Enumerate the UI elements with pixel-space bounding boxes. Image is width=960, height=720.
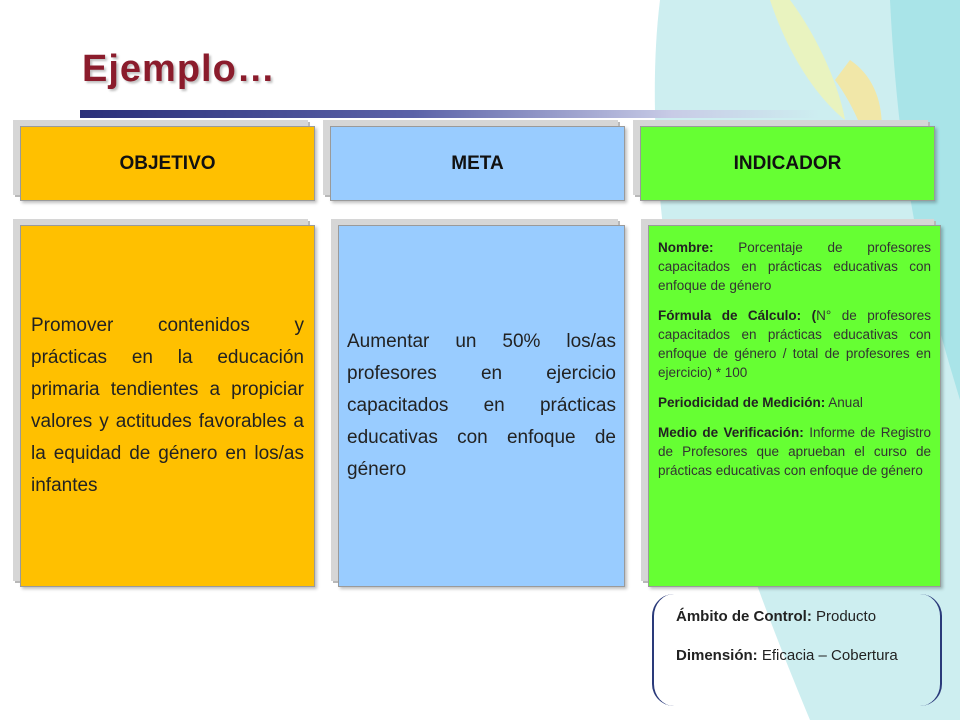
ambito-label: Ámbito de Control: xyxy=(676,608,812,625)
objetivo-box xyxy=(20,225,315,587)
dimension-label: Dimensión: xyxy=(676,647,758,664)
indicador-nombre-label: Nombre: xyxy=(658,240,714,255)
meta-box xyxy=(338,225,625,587)
indicador-header-label: INDICADOR xyxy=(733,152,842,174)
dimension-value: Eficacia – Cobertura xyxy=(761,647,898,664)
indicador-box xyxy=(648,225,941,587)
ambito-line xyxy=(676,608,924,625)
indicador-medio-label: Medio de Verificación: xyxy=(658,425,804,440)
objetivo-header xyxy=(20,126,315,201)
title-underline xyxy=(80,110,820,118)
meta-header-label: META xyxy=(451,152,504,174)
meta-text: Aumentar un 50% los/as profesores en ejercicio capacitados en prácticas educativas con enfoque de género xyxy=(347,331,616,480)
control-scope-box xyxy=(652,594,942,706)
indicador-header xyxy=(640,126,935,201)
indicador-medio xyxy=(658,423,931,480)
page-title: Ejemplo… xyxy=(82,48,276,90)
objetivo-header-label: OBJETIVO xyxy=(119,152,216,174)
indicador-formula xyxy=(658,306,931,382)
indicador-periodicidad xyxy=(658,393,931,412)
indicador-nombre xyxy=(658,238,931,295)
indicador-formula-label: Fórmula de Cálculo: ( xyxy=(658,308,817,323)
objetivo-text: Promover contenidos y prácticas en la educación primaria tendientes a propiciar valores y actitudes favorables a la equidad de género en los/as infantes xyxy=(31,315,304,496)
indicador-formula-value: N° de profesores capacitados en prácticas educativas con enfoque de género / total de profesores en ejercicio) * 100 xyxy=(658,308,932,380)
indicador-text xyxy=(658,238,931,480)
ambito-value: Producto xyxy=(816,608,877,625)
meta-header xyxy=(330,126,625,201)
indicador-nombre-value: Porcentaje de profesores capacitados en prácticas educativas con enfoque de género xyxy=(658,240,931,293)
indicador-periodicidad-label: Periodicidad de Medición: xyxy=(658,395,826,410)
indicador-periodicidad-value: Anual xyxy=(828,395,863,410)
dimension-line xyxy=(676,647,924,664)
indicador-medio-value: Informe de Registro de Profesores que aprueban el curso de prácticas educativas con enfoque de género xyxy=(658,425,931,478)
